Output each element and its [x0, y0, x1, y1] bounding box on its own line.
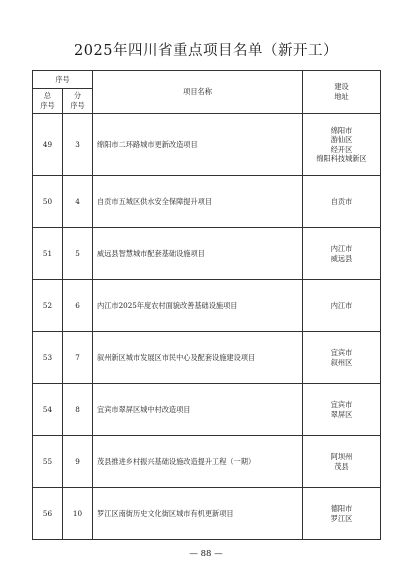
- cell-sub-seq: 9: [63, 436, 93, 488]
- table-row: [33, 280, 381, 332]
- cell-total-seq: 53: [33, 332, 63, 384]
- cell-project-name: 绵阳市二环路城市更新改造项目: [93, 114, 303, 176]
- cell-total-seq: 56: [33, 488, 63, 540]
- cell-sub-seq: 8: [63, 384, 93, 436]
- cell-project-name: 叙州新区城市发展区市民中心及配套设施建设项目: [93, 332, 303, 384]
- table-row: [33, 332, 381, 384]
- cell-project-name: 宜宾市翠屏区城中村改造项目: [93, 384, 303, 436]
- table-body: [33, 71, 381, 540]
- cell-project-name: 自贡市五城区供水安全保障提升项目: [93, 176, 303, 228]
- header-location: 建设 地址: [303, 71, 381, 114]
- header-seq: 序号: [33, 71, 93, 89]
- table-row: [33, 114, 381, 176]
- cell-sub-seq: 6: [63, 280, 93, 332]
- cell-total-seq: 54: [33, 384, 63, 436]
- cell-location: 绵阳市 游仙区 经开区 绵阳科技城新区: [303, 114, 381, 176]
- cell-total-seq: 55: [33, 436, 63, 488]
- cell-location: 德阳市 罗江区: [303, 488, 381, 540]
- cell-project-name: 威远县智慧城市配套基础设施项目: [93, 228, 303, 280]
- table-row: [33, 436, 381, 488]
- page-number: — 88 —: [189, 549, 223, 559]
- header-row-1: [33, 71, 381, 89]
- cell-location: 宜宾市 叙州区: [303, 332, 381, 384]
- cell-total-seq: 50: [33, 176, 63, 228]
- cell-total-seq: 51: [33, 228, 63, 280]
- page-title: 2025年四川省重点项目名单（新开工）: [74, 43, 338, 59]
- header-total-seq: 总 序号: [33, 89, 63, 114]
- table-row: [33, 488, 381, 540]
- cell-total-seq: 49: [33, 114, 63, 176]
- cell-total-seq: 52: [33, 280, 63, 332]
- cell-project-name: 内江市2025年度农村面貌改善基础设施项目: [93, 280, 303, 332]
- table-row: [33, 228, 381, 280]
- table-row: [33, 176, 381, 228]
- cell-sub-seq: 4: [63, 176, 93, 228]
- header-project-name: 项目名称: [93, 71, 303, 114]
- cell-sub-seq: 3: [63, 114, 93, 176]
- cell-location: 内江市: [303, 280, 381, 332]
- cell-location: 自贡市: [303, 176, 381, 228]
- cell-project-name: 茂县推进乡村振兴基础设施改造提升工程（一期）: [93, 436, 303, 488]
- cell-sub-seq: 5: [63, 228, 93, 280]
- cell-sub-seq: 10: [63, 488, 93, 540]
- cell-project-name: 罗江区南街历史文化街区城市有机更新项目: [93, 488, 303, 540]
- project-table: [32, 70, 381, 540]
- header-sub-seq: 分 序号: [63, 89, 93, 114]
- table-row: [33, 384, 381, 436]
- cell-location: 内江市 威远县: [303, 228, 381, 280]
- cell-location: 阿坝州 茂县: [303, 436, 381, 488]
- cell-sub-seq: 7: [63, 332, 93, 384]
- cell-location: 宜宾市 翠屏区: [303, 384, 381, 436]
